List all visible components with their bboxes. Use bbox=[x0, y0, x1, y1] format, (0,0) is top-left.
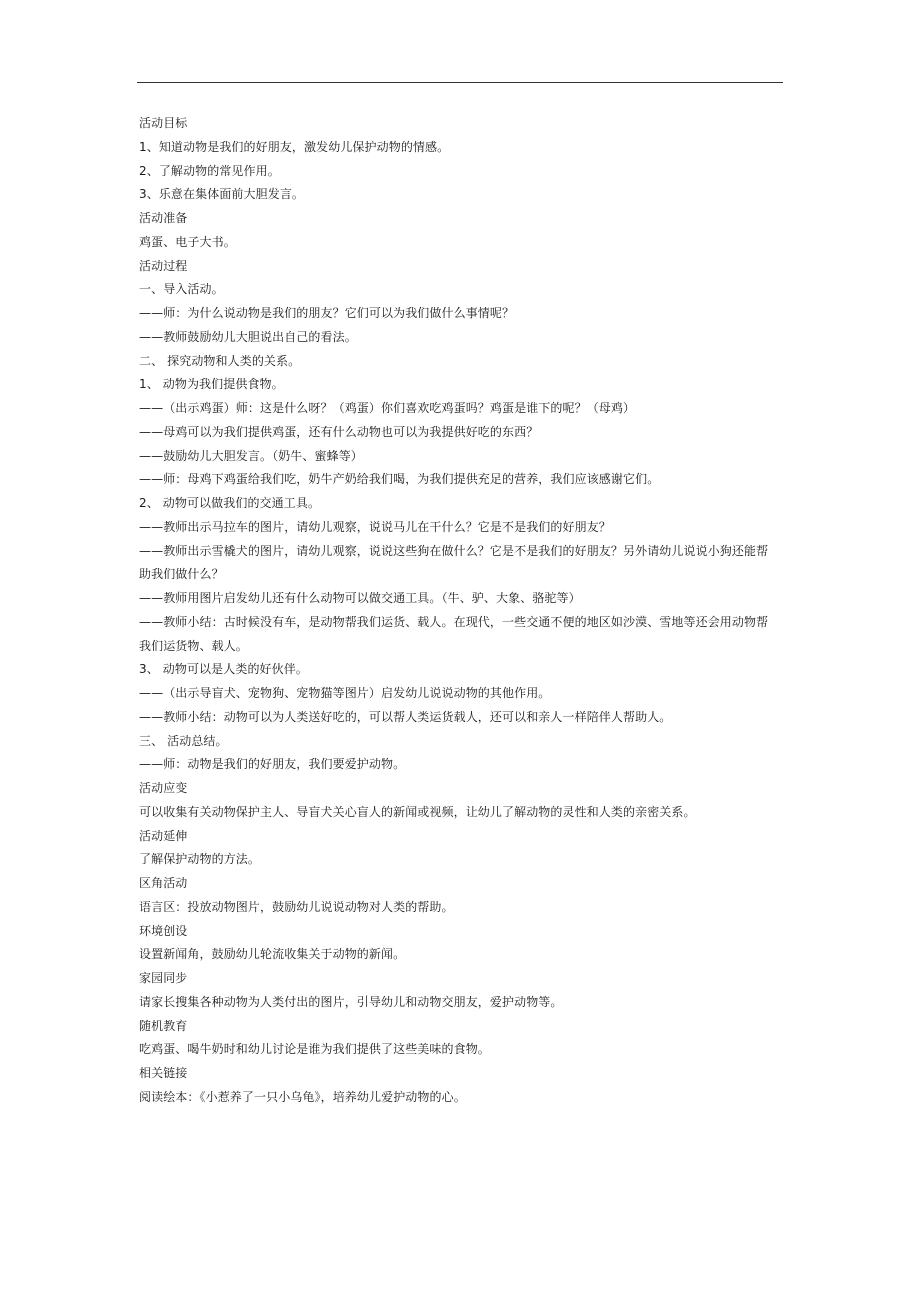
process-step-2: 二、 探究动物和人类的关系。 bbox=[139, 353, 301, 368]
document-body bbox=[139, 112, 789, 1110]
process-line: ——师：母鸡下鸡蛋给我们吃，奶牛产奶给我们喝，为我们提供充足的营养，我们应该感谢它们。 bbox=[139, 472, 660, 487]
goal-item-1: 1、知道动物是我们的好朋友，激发幼儿保护动物的情感。 bbox=[139, 139, 450, 154]
process-line: ——（出示导盲犬、宠物狗、宠物猫等图片）启发幼儿说说动物的其他作用。 bbox=[139, 686, 551, 700]
goal-item-2: 2、了解动物的常见作用。 bbox=[139, 163, 280, 178]
process-line: ——教师小结：动物可以为人类送好吃的，可以帮人类运货载人，还可以和亲人一样陪伴人帮助人。 bbox=[139, 709, 672, 724]
process-line: ——（出示鸡蛋）师：这是什么呀？（鸡蛋）你们喜欢吃鸡蛋吗？鸡蛋是谁下的呢？（母鸡） bbox=[139, 401, 636, 415]
section-heading-environment: 环境创设 bbox=[139, 923, 188, 938]
links-text: 阅读绘本：《小惹养了一只小乌龟》，培养幼儿爱护动物的心。 bbox=[139, 1089, 466, 1104]
process-line: ——教师出示马拉车的图片，请幼儿观察，说说马儿在干什么？它是不是我们的好朋友？ bbox=[139, 519, 611, 534]
section-heading-process: 活动过程 bbox=[139, 258, 188, 273]
extension-text: 了解保护动物的方法。 bbox=[139, 852, 261, 867]
corner-text: 语言区：投放动物图片，鼓励幼儿说说动物对人类的帮助。 bbox=[139, 899, 454, 914]
process-substep-2: 2、 动物可以做我们的交通工具。 bbox=[139, 496, 321, 510]
process-line: ——母鸡可以为我们提供鸡蛋，还有什么动物也可以为我提供好吃的东西？ bbox=[139, 424, 539, 439]
process-line: ——教师出示雪橇犬的图片，请幼儿观察，说说这些狗在做什么？它是不是我们的好朋友？另外请幼儿说说小狗还能帮 bbox=[139, 543, 769, 558]
section-heading-extension: 活动延伸 bbox=[139, 828, 188, 843]
process-line: ——教师用图片启发幼儿还有什么动物可以做交通工具。（牛、驴、大象、骆驼等） bbox=[139, 591, 581, 605]
section-heading-corner: 区角活动 bbox=[139, 876, 188, 890]
process-line: ——教师小结：古时候没有车，是动物帮我们运货、载人。在现代，一些交通不便的地区如沙漠、雪地等还会用动物帮 bbox=[139, 614, 769, 629]
process-line: 助我们做什么？ bbox=[139, 567, 224, 582]
environment-text: 设置新闻角，鼓励幼儿轮流收集关于动物的新闻。 bbox=[139, 947, 406, 962]
section-heading-adaptation: 活动应变 bbox=[139, 781, 188, 795]
header-rule bbox=[137, 82, 783, 83]
process-line: 我们运货物、载人。 bbox=[139, 638, 248, 653]
process-line: ——鼓励幼儿大胆发言。（奶牛、蜜蜂等） bbox=[139, 448, 363, 463]
process-step-3: 三、 活动总结。 bbox=[139, 733, 228, 748]
section-heading-home: 家园同步 bbox=[139, 971, 188, 985]
process-line: ——教师鼓励幼儿大胆说出自己的看法。 bbox=[139, 329, 357, 344]
random-text: 吃鸡蛋、喝牛奶时和幼儿讨论是谁为我们提供了这些美味的食物。 bbox=[139, 1042, 490, 1057]
adaptation-text: 可以收集有关动物保护主人、导盲犬关心盲人的新闻或视频，让幼儿了解动物的灵性和人类的亲密关系。 bbox=[139, 804, 696, 819]
process-substep-1: 1、 动物为我们提供食物。 bbox=[139, 377, 284, 392]
process-step-1: 一、导入活动。 bbox=[139, 282, 224, 297]
preparation-text: 鸡蛋、电子大书。 bbox=[139, 234, 236, 249]
section-heading-random: 随机教育 bbox=[139, 1018, 188, 1033]
process-line: ——师：为什么说动物是我们的朋友？它们可以为我们做什么事情呢？ bbox=[139, 306, 515, 320]
process-substep-3: 3、 动物可以是人类的好伙伴。 bbox=[139, 662, 308, 677]
process-line: ——师：动物是我们的好朋友，我们要爱护动物。 bbox=[139, 757, 406, 772]
goal-item-3: 3、乐意在集体面前大胆发言。 bbox=[139, 187, 305, 202]
section-heading-preparation: 活动准备 bbox=[139, 211, 188, 225]
section-heading-goals: 活动目标 bbox=[139, 116, 188, 130]
section-heading-links: 相关链接 bbox=[139, 1066, 188, 1080]
home-text: 请家长搜集各种动物为人类付出的图片，引导幼儿和动物交朋友，爱护动物等。 bbox=[139, 994, 563, 1009]
